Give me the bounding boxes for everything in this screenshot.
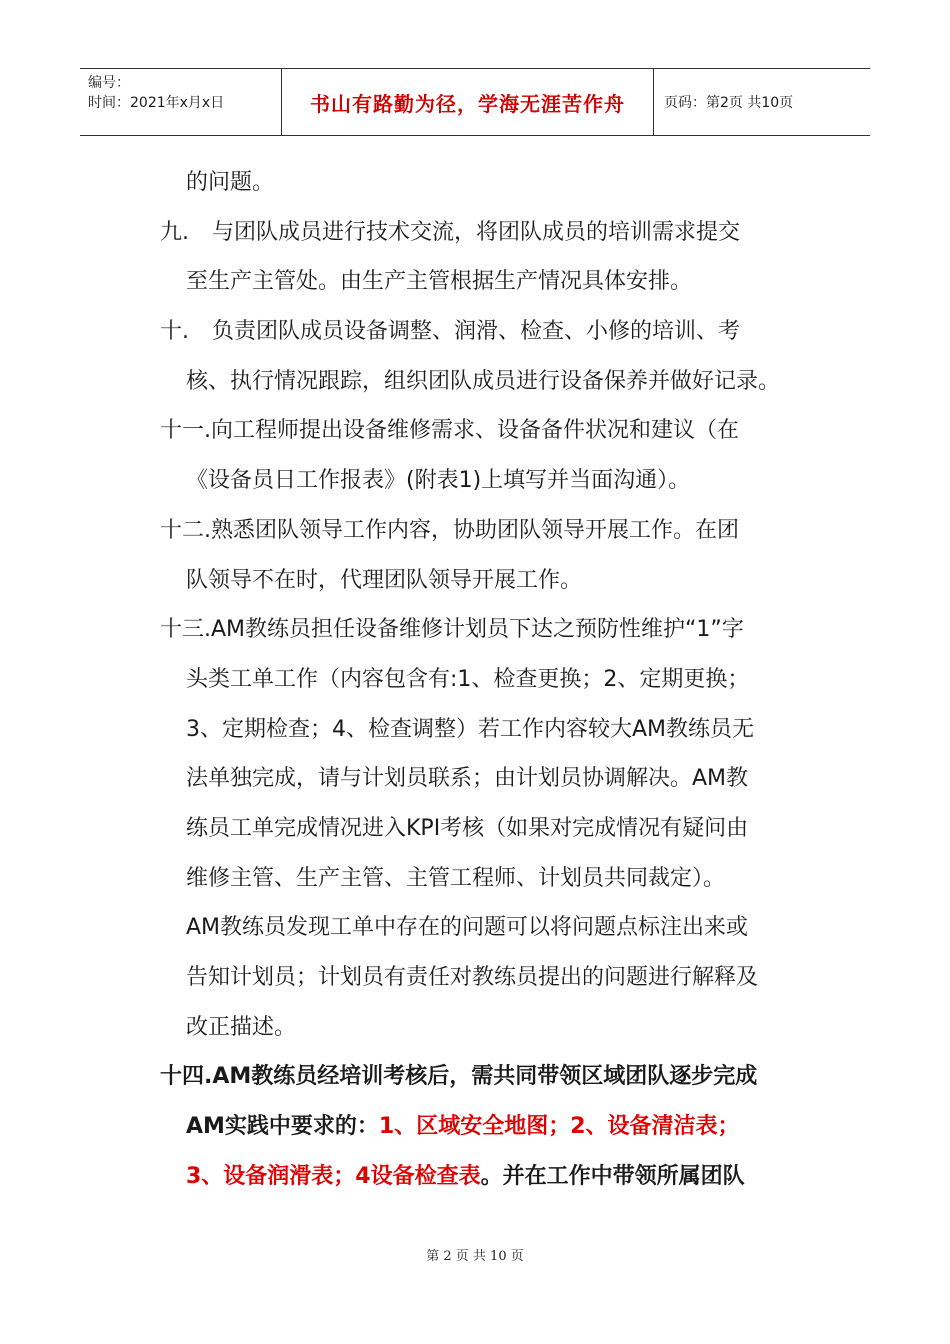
highlighted-text: 3、设备润滑表；4设备检查表 [186, 1163, 481, 1189]
header-page-info [654, 69, 870, 135]
highlighted-text: 1、区域安全地图；2、设备清洁表； [378, 1114, 740, 1140]
list-item-9: 九. 与团队成员进行技术交流，将团队成员的培训需求提交 [160, 208, 820, 258]
list-item-13: 十三.AM教练员担任设备维修计划员下达之预防性维护“1”字 [160, 605, 820, 655]
header-motto: 书山有路勤为径，学海无涯苦作舟 [310, 91, 625, 116]
text-line: 至生产主管处。由生产主管根据生产情况具体安排。 [186, 269, 693, 295]
text-line: 3、定期检查；4、检查调整）若工作内容较大AM教练员无 [186, 716, 755, 742]
header-meta [80, 69, 282, 135]
item-number: 十一. [160, 418, 211, 444]
text-line: 头类工单工作（内容包含有:1、检查更换；2、定期更换； [186, 666, 750, 692]
text-line: 告知计划员；计划员有责任对教练员提出的问题进行解释及 [186, 965, 759, 990]
item-number: 十二. [160, 517, 211, 543]
item-number: 十四. [160, 1064, 213, 1090]
item-number: 九. [160, 219, 189, 245]
text-line: 3、设备润滑表；4设备检查表。并在工作中带领所属团队 [186, 1163, 745, 1189]
text-line: 队领导不在时，代理团队领导开展工作。 [186, 567, 583, 593]
document-number-label: 编号： [88, 75, 130, 91]
text-line: 核、执行情况跟踪，组织团队成员进行设备保养并做好记录。 [186, 368, 781, 394]
text-line: AM教练员发现工单中存在的问题可以将问题点标注出来或 [186, 915, 749, 941]
item-number: 十三. [160, 617, 211, 643]
page-header [80, 68, 870, 136]
list-item-10: 十. 负责团队成员设备调整、润滑、检查、小修的培训、考 [160, 307, 820, 357]
list-item-12: 十二.熟悉团队领导工作内容，协助团队领导开展工作。在团 [160, 506, 820, 556]
text-line: 《设备员日工作报表》(附表1)上填写并当面沟通）。 [186, 468, 691, 494]
document-body [160, 158, 820, 1201]
text-line: 改正描述。 [186, 1014, 297, 1040]
list-item-11: 十一.向工程师提出设备维修需求、设备备件状况和建议（在 [160, 406, 820, 456]
item-number: 十. [160, 319, 189, 345]
list-item-14: 十四.AM教练员经培训考核后，需共同带领区域团队逐步完成 [160, 1052, 820, 1102]
footer-page-number: 第 2 页 共 10 页 [426, 1249, 524, 1264]
text-line: 维修主管、生产主管、主管工程师、计划员共同裁定）。 [186, 865, 726, 891]
header-motto-cell [282, 69, 654, 135]
page-footer [0, 1245, 950, 1264]
text-line: AM实践中要求的：1、区域安全地图；2、设备清洁表； [186, 1114, 740, 1140]
page-indicator: 页码：第2页 共10页 [664, 95, 794, 111]
text-line: 练员工单完成情况进入KPI考核（如果对完成情况有疑问由 [186, 815, 749, 841]
text-line: 法单独完成，请与计划员联系；由计划员协调解决。AM教 [186, 766, 749, 792]
text-line: 的问题。 [186, 170, 275, 195]
document-date: 时间：2021年x月x日 [88, 95, 225, 111]
